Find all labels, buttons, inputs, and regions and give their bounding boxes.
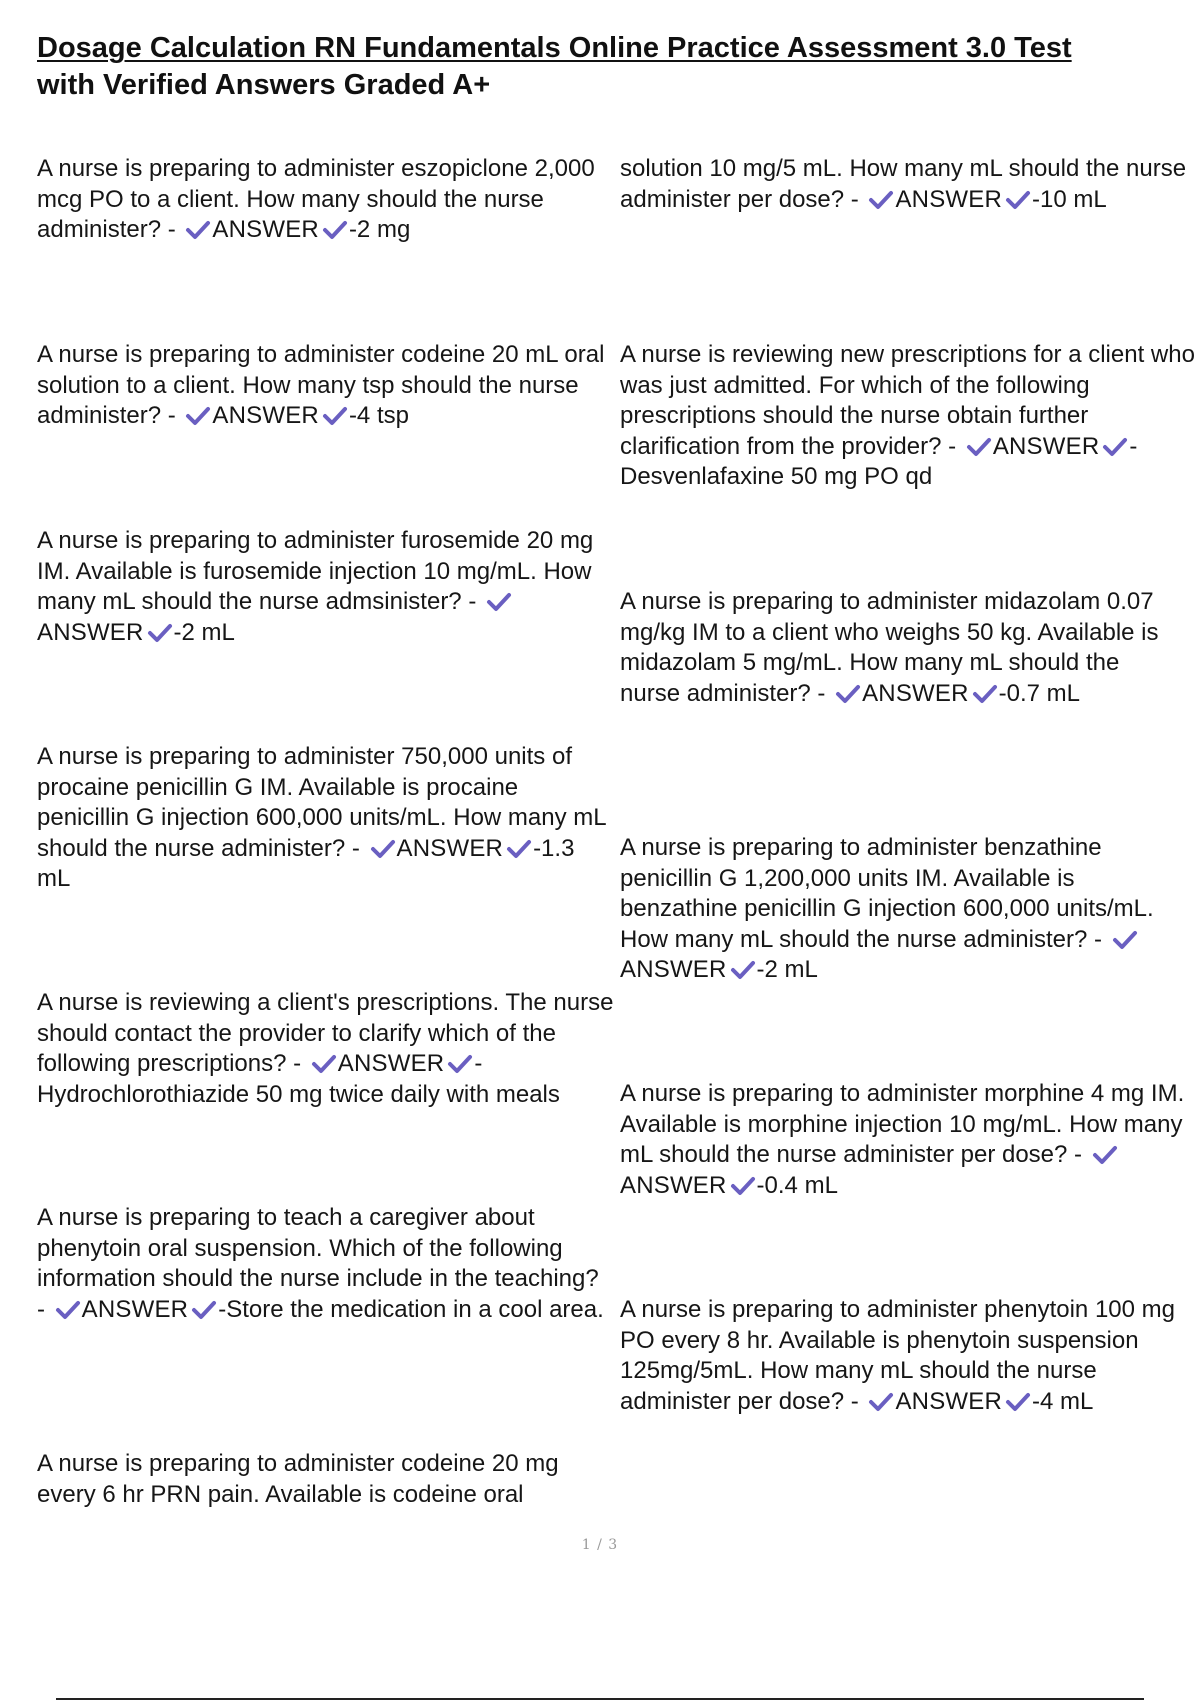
answer-label: ANSWER (81, 1295, 189, 1323)
check-icon (966, 437, 992, 457)
question-block (620, 154, 1195, 215)
check-icon (147, 623, 173, 643)
answer-label: ANSWER (862, 679, 969, 707)
answer-text: -4 mL (1032, 1387, 1094, 1415)
question-block (620, 587, 1180, 709)
question-text: A nurse is preparing to administer codeine 20 mL oral solution to a client. How many tsp should the nurse administer? - (37, 341, 605, 429)
check-icon (835, 684, 861, 704)
question-text: A nurse is preparing to administer furosemide 20 mg IM. Available is furosemide injection 10 mg/mL. How many mL should the nurse admsinister? - (37, 527, 594, 615)
question-block (37, 1203, 612, 1325)
check-icon (185, 220, 211, 240)
question-block (37, 526, 612, 648)
answer-label: ANSWER (337, 1050, 445, 1077)
title-line-1: Dosage Calculation RN Fundamentals Online Practice Assessment 3.0 Test (37, 32, 1072, 64)
answer-text: -0.7 mL (998, 679, 1081, 707)
question-text: A nurse is reviewing a client's prescriptions. The nurse should contact the provider to clarify which of the following prescriptions? - (37, 989, 614, 1077)
answer-label: ANSWER (895, 1387, 1002, 1415)
check-icon (486, 592, 512, 612)
answer-label: ANSWER (212, 402, 319, 429)
question-block (620, 340, 1195, 493)
question-text: A nurse is preparing to administer morphine 4 mg IM. Available is morphine injection 10 mg/mL. How many mL should the nurse administer per dose? - (620, 1080, 1185, 1168)
page-number: 1 / 3 (581, 1537, 619, 1553)
check-icon (191, 1300, 217, 1320)
answer-label: ANSWER (620, 956, 727, 983)
answer-text: -1.3 mL (37, 834, 575, 892)
check-icon (370, 839, 396, 859)
check-icon (311, 1054, 337, 1074)
answer-label: ANSWER (620, 1171, 727, 1199)
check-icon (506, 839, 532, 859)
check-icon (1092, 1145, 1118, 1165)
question-text: A nurse is preparing to administer benzathine penicillin G 1,200,000 units IM. Available is benzathine penicillin G injection 600,000 units/mL. How many mL should the nurse administer? - (620, 834, 1154, 953)
question-block (620, 833, 1180, 986)
answer-text: -Store the medication in a cool area. (218, 1295, 604, 1323)
check-icon (1005, 1392, 1031, 1412)
check-icon (447, 1054, 473, 1074)
question-text: A nurse is preparing to administer phenytoin 100 mg PO every 8 hr. Available is phenytoin suspension 125mg/5mL. How many mL should the nurse administer per dose? - (620, 1296, 1175, 1415)
question-block (37, 742, 612, 895)
check-icon (730, 1176, 756, 1196)
question-block (620, 1079, 1195, 1201)
answer-label: ANSWER (37, 618, 144, 646)
question-text: A nurse is reviewing new prescriptions for a client who was just admitted. For which of the following prescriptions should the nurse obtain further clarification from the provider? - (620, 341, 1195, 460)
answer-text: -0.4 mL (756, 1171, 838, 1199)
check-icon (972, 684, 998, 704)
question-text: A nurse is preparing to administer codeine 20 mg every 6 hr PRN pain. Available is codeine oral (37, 1450, 559, 1508)
check-icon (1112, 930, 1138, 950)
answer-label: ANSWER (212, 216, 319, 243)
question-block (37, 340, 612, 432)
question-text: solution 10 mg/5 mL. How many mL should the nurse administer per dose? - (620, 155, 1187, 213)
answer-text: -2 mg (348, 216, 411, 243)
answer-label: ANSWER (895, 185, 1002, 213)
answer-text: -Desvenlafaxine 50 mg PO qd (620, 432, 1138, 490)
question-text: A nurse is preparing to administer midazolam 0.07 mg/kg IM to a client who weighs 50 kg. Available is midazolam 5 mg/mL. How many mL should the nurse administer? - (620, 588, 1159, 707)
question-text: A nurse is preparing to teach a caregiver about phenytoin oral suspension. Which of the following information should the nurse include in the teaching? - (37, 1204, 599, 1323)
answer-text: -Hydrochlorothiazide 50 mg twice daily with meals (37, 1050, 560, 1108)
question-text: A nurse is preparing to administer 750,000 units of procaine penicillin G IM. Available is procaine penicillin G injection 600,000 units/mL. How many mL should the nurse administer? - (37, 743, 606, 862)
document-title (37, 30, 1197, 104)
question-block (37, 1449, 617, 1510)
check-icon (868, 190, 894, 210)
check-icon (868, 1392, 894, 1412)
check-icon (1102, 437, 1128, 457)
check-icon (1005, 190, 1031, 210)
answer-text: -2 mL (756, 956, 818, 983)
question-block (37, 988, 617, 1110)
answer-text: -2 mL (173, 618, 235, 646)
answer-text: -10 mL (1032, 185, 1107, 213)
question-text: A nurse is preparing to administer eszopiclone 2,000 mcg PO to a client. How many should the nurse administer? - (37, 155, 595, 243)
check-icon (322, 220, 348, 240)
check-icon (55, 1300, 81, 1320)
check-icon (730, 960, 756, 980)
question-block (620, 1295, 1180, 1417)
title-line-2: with Verified Answers Graded A+ (37, 69, 491, 101)
answer-label: ANSWER (992, 432, 1100, 460)
check-icon (185, 406, 211, 426)
answer-label: ANSWER (396, 834, 504, 862)
check-icon (322, 406, 348, 426)
answer-text: -4 tsp (348, 402, 409, 429)
question-block (37, 154, 597, 246)
